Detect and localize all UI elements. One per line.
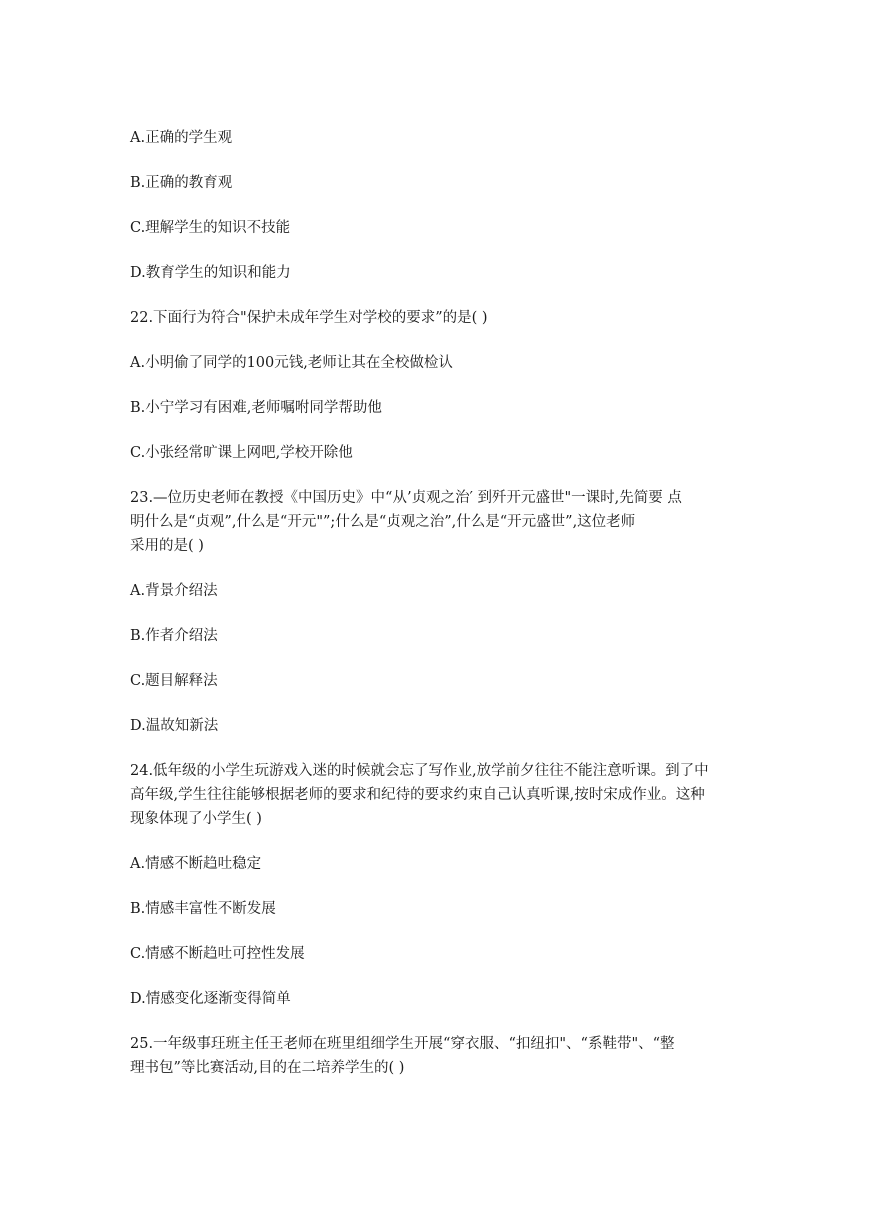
q23-option-a: A.背景介绍法 xyxy=(130,583,218,599)
q22-option-a: A.小明偷了同学的100元钱,老师让其在全校做检认 xyxy=(130,355,453,371)
question-25 xyxy=(130,1032,742,1080)
q23-option-c: C.题目解释法 xyxy=(130,673,218,689)
option-b-education-view: B.正确的教育观 xyxy=(130,175,233,191)
question-25-line-1: 25.一年级事玨班主任王老师在班里组细学生开展“穿衣服、“扣纽扣"、“系鞋带"、“整 xyxy=(130,1036,675,1052)
question-23-line-1: 23.—位历史老师在教授《中国历史》中“从’贞观之治′ 到歼开元盛世"一课时,先简要 点 xyxy=(130,490,682,506)
q24-option-d: D.情感变化逐渐变得简单 xyxy=(130,991,291,1007)
q24-option-a: A.情感不断趋吐稳定 xyxy=(130,856,262,872)
question-22: 22.下面行为符合"保护未成年学生对学校的要求”的是( ) xyxy=(130,310,488,326)
question-25-line-2: 理书包”等比赛活动,目的在二培养学生的( ) xyxy=(130,1060,405,1076)
document-page xyxy=(130,126,742,1080)
question-23-line-3: 采用的是( ) xyxy=(130,538,204,554)
option-d-educate-knowledge: D.教育学生的知识和能力 xyxy=(130,265,291,281)
q22-option-b: B.小宁学习有困难,老师嘱咐同学帮助他 xyxy=(130,400,382,416)
question-24-line-3: 现象体现了小学生( ) xyxy=(130,811,262,827)
question-23 xyxy=(130,486,742,558)
option-c-understand-knowledge: C.理解学生的知识不技能 xyxy=(130,220,291,236)
q23-option-d: D.温故知新法 xyxy=(130,718,219,734)
question-23-line-2: 明什么是“贞观”,什么是“开元"”;什么是“贞观之治”,什么是“开元盛世”,这位老师 xyxy=(130,514,636,530)
q24-option-b: B.情感丰富性不断发展 xyxy=(130,901,276,917)
question-24-line-2: 高年级,学生往往能够根据老师的要求和纪待的要求约束自己认真听课,按时宋成作业。这种 xyxy=(130,787,705,803)
option-a-student-view: A.正确的学生观 xyxy=(130,130,233,146)
q22-option-c: C.小张经常旷课上网吧,学校开除他 xyxy=(130,445,353,461)
q23-option-b: B.作者介绍法 xyxy=(130,628,218,644)
question-24-line-1: 24.低年级的小学生玩游戏入迷的时候就会忘了写作业,放学前夕往往不能注意听课。到了中 xyxy=(130,763,709,779)
question-24 xyxy=(130,759,742,831)
q24-option-c: C.情感不断趋吐可控性发展 xyxy=(130,946,305,962)
